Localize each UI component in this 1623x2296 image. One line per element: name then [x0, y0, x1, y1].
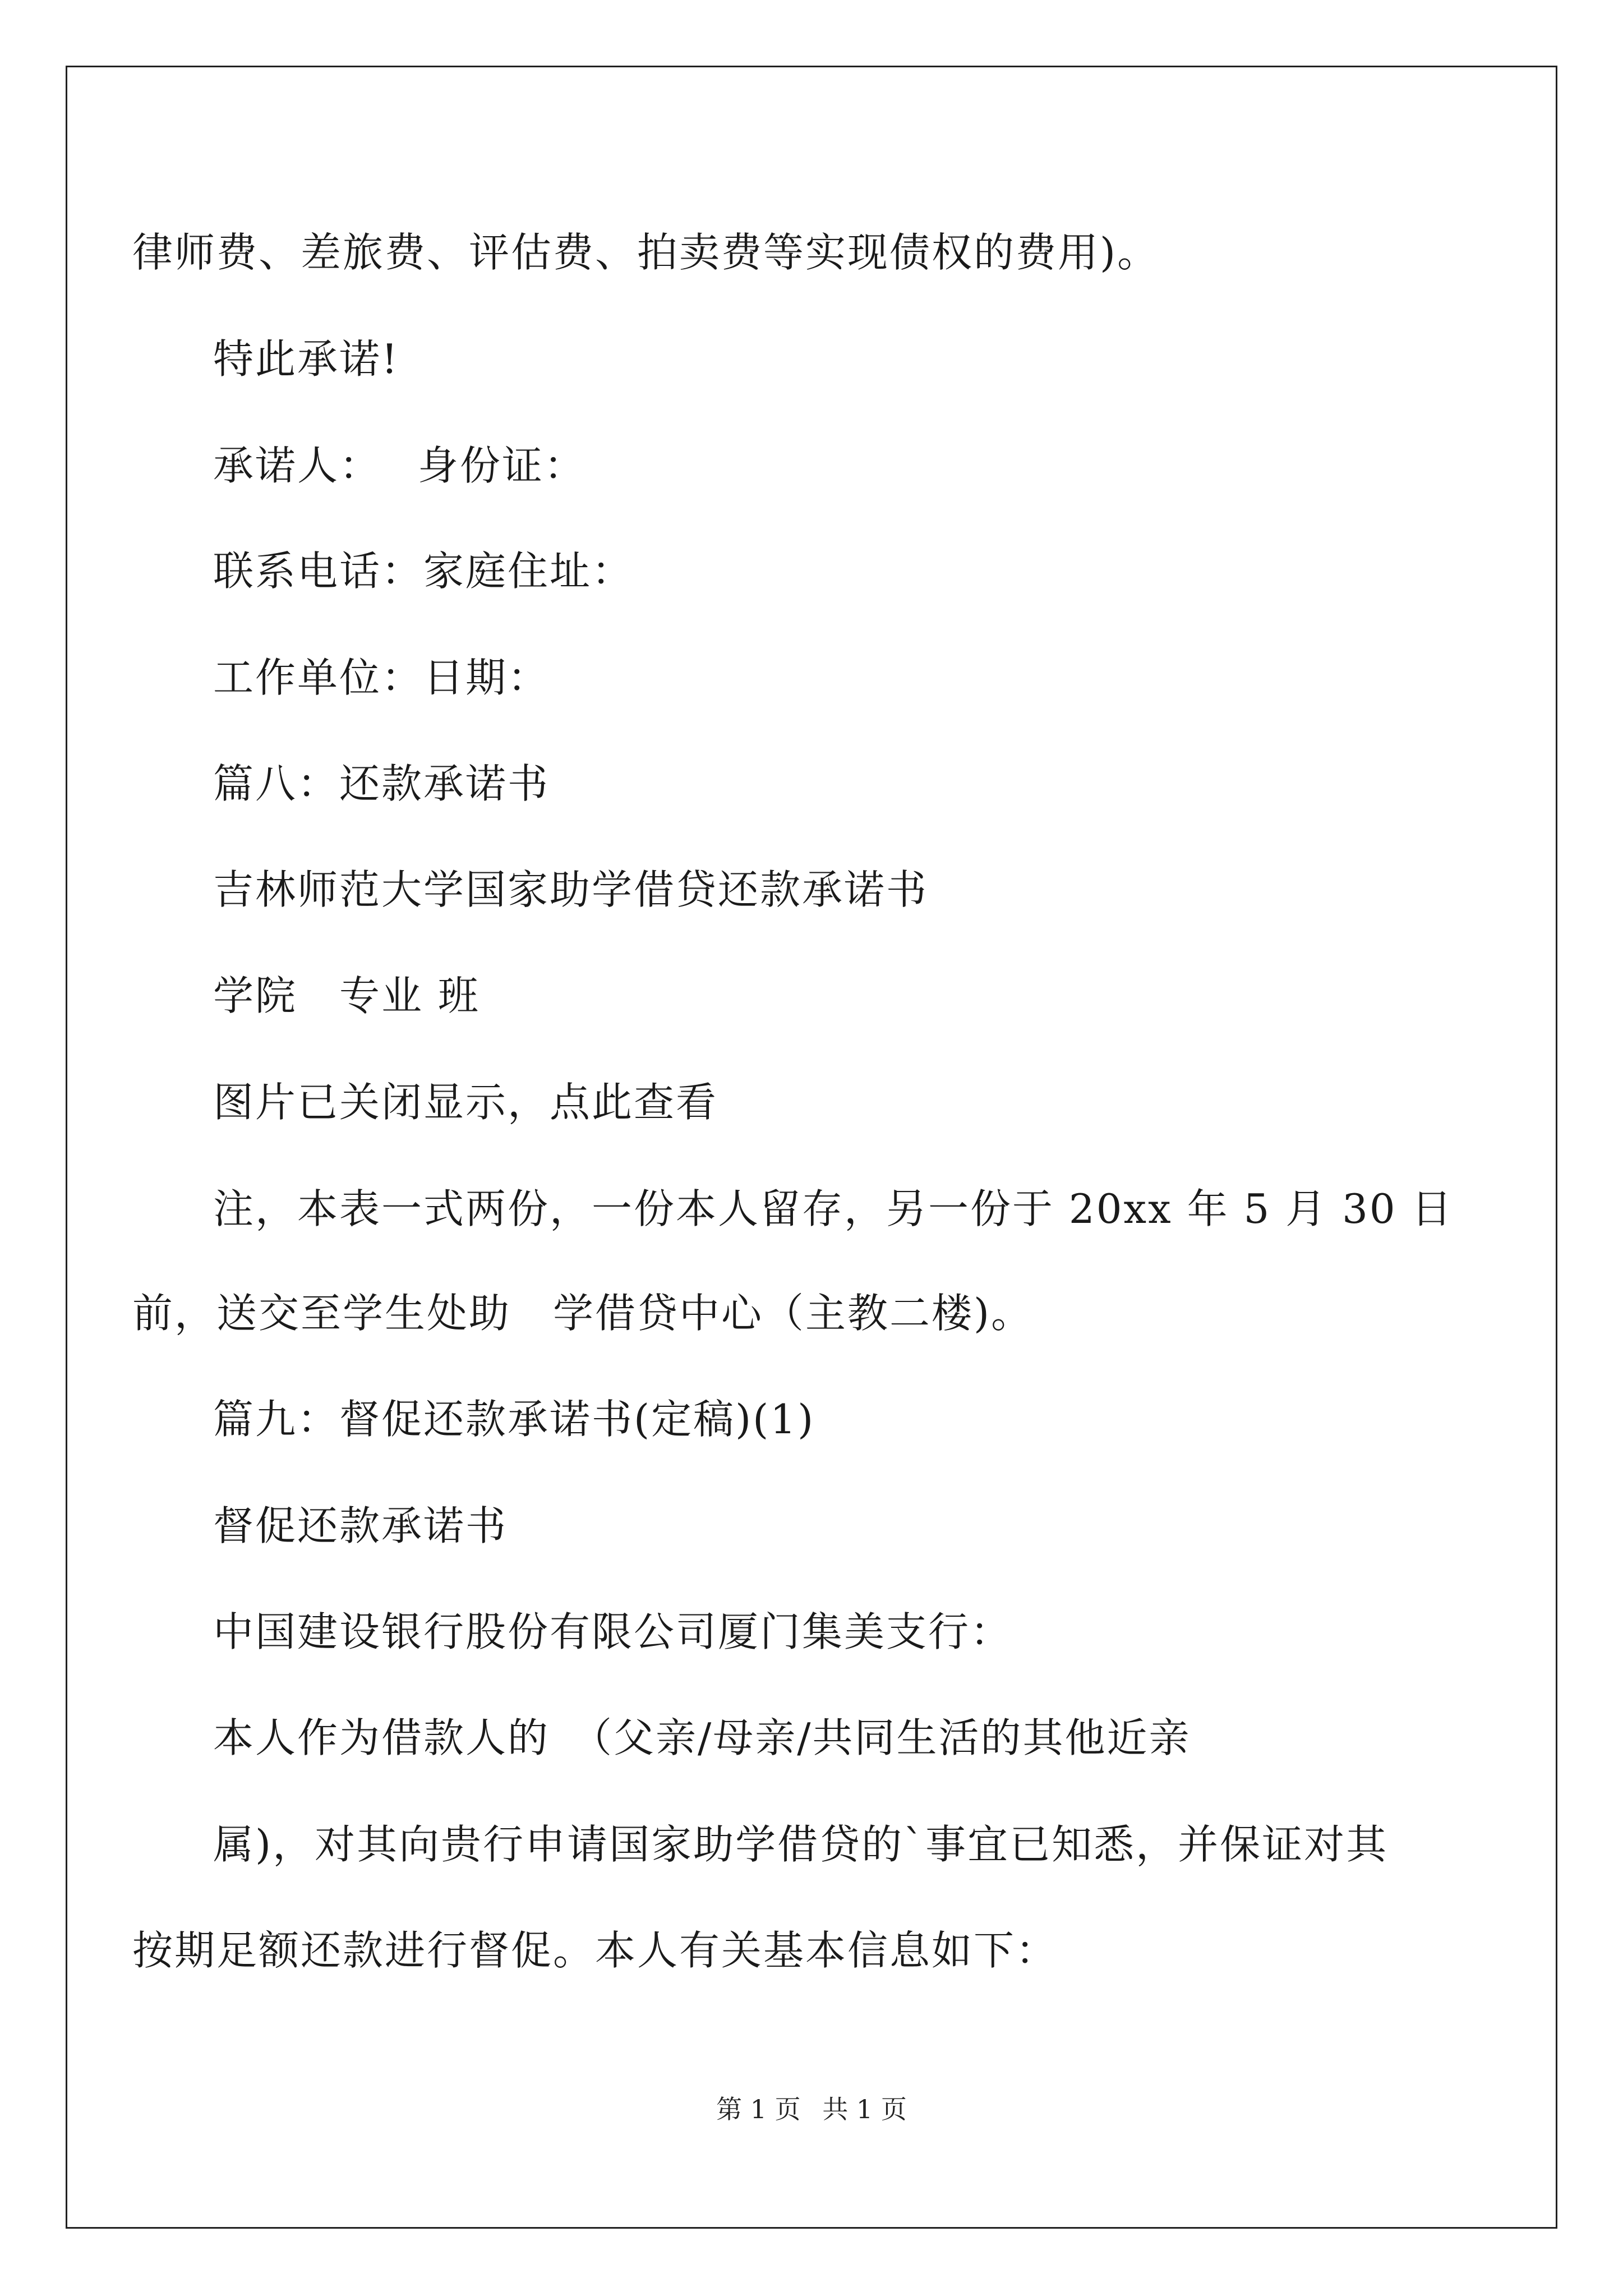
paragraph-fees-continuation: 律师费、差旅费、评估费、拍卖费等实现债权的费用)。 [132, 229, 1160, 276]
paragraph-phone-address: 联系电话：家庭住址： [213, 547, 634, 595]
paragraph-note-submit: 前，送交至学生处助 学借贷中心（主教二楼)。 [132, 1290, 1034, 1337]
image-hidden-notice-link[interactable]: 图片已关闭显示，点此查看 [213, 1079, 718, 1126]
paragraph-borrower-relation: 本人作为借款人的 （父亲/母亲/共同生活的其他近亲 [213, 1714, 1191, 1761]
page-total: 共 1 页 [822, 2094, 907, 2124]
paragraph-hereby-promise: 特此承诺! [213, 335, 399, 383]
paragraph-university-title: 吉林师范大学国家助学借贷还款承诺书 [213, 866, 929, 913]
paragraph-loan-awareness: 属)，对其向贵行申请国家助学借贷的`事宜已知悉，并保证对其 [213, 1821, 1389, 1868]
page-footer [0, 2093, 1623, 2125]
paragraph-note-copies: 注，本表一式两份，一份本人留存，另一份于 20xx 年 5 月 30 日 [213, 1185, 1454, 1232]
paragraph-urge-title: 督促还款承诺书 [213, 1502, 508, 1549]
section-heading-eight: 篇八：还款承诺书 [213, 760, 550, 807]
page-border [66, 66, 1557, 2229]
section-heading-nine: 篇九：督促还款承诺书(定稿)(1) [213, 1396, 815, 1443]
paragraph-bank-addressee: 中国建设银行股份有限公司厦门集美支行： [213, 1608, 1013, 1655]
paragraph-college-major-class: 学院 专业 班 [213, 972, 480, 1019]
page-number: 第 1 页 [716, 2094, 801, 2124]
paragraph-work-date: 工作单位：日期： [213, 654, 550, 701]
paragraph-promiser-id: 承诺人： 身份证： [213, 442, 586, 489]
paragraph-basic-info: 按期足额还款进行督促。本人有关基本信息如下： [132, 1927, 1058, 1974]
